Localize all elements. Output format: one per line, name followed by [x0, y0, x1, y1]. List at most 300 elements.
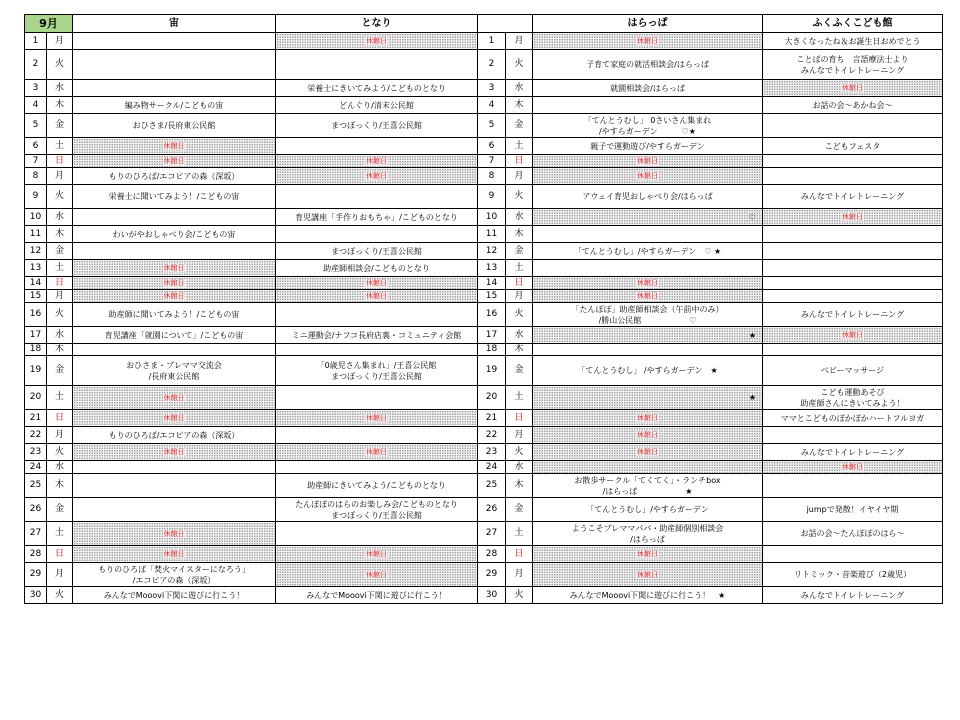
- day-number-right: 21: [478, 410, 506, 427]
- day-of-week: 水: [47, 80, 73, 97]
- day-number-right: 7: [478, 155, 506, 168]
- day-of-week: 日: [47, 155, 73, 168]
- day-of-week-right: 金: [506, 356, 533, 386]
- event-text: みんなでMooovi下関に遊びに行こう！ ★: [569, 590, 726, 600]
- event-harappa: [533, 427, 763, 444]
- day-number: 27: [25, 522, 47, 546]
- event-fukufuku: [763, 168, 943, 185]
- event-fukufuku: [763, 427, 943, 444]
- event-fukufuku: [763, 155, 943, 168]
- day-of-week: 水: [47, 209, 73, 226]
- event-sora: [73, 155, 276, 168]
- event-sora: [73, 226, 276, 243]
- event-text: 助産師に聞いてみよう！/こどもの宙: [108, 310, 240, 319]
- september-calendar-table: [24, 14, 943, 604]
- day-row: [25, 185, 943, 209]
- event-sora: [73, 50, 276, 80]
- day-row: [25, 356, 943, 386]
- day-number-right: 23: [478, 444, 506, 461]
- event-text: アウェイ育児おしゃべり会/はらっぱ: [582, 192, 713, 201]
- event-text: もりのひろば/エコピアの森（深坂）: [108, 430, 240, 440]
- day-of-week: 金: [47, 114, 73, 138]
- closed-label: 休館日: [842, 213, 863, 221]
- event-sora: [73, 563, 276, 587]
- day-number: 25: [25, 474, 47, 498]
- event-sora: [73, 303, 276, 327]
- day-number: 11: [25, 226, 47, 243]
- event-harappa: [533, 277, 763, 290]
- day-of-week-right: 木: [506, 226, 533, 243]
- day-number-right: 19: [478, 356, 506, 386]
- event-text: もりのひろば「焚火マイスターになろう」 /エコピアの森（深坂）: [98, 564, 250, 585]
- day-of-week-right: 日: [506, 277, 533, 290]
- event-sora: [73, 461, 276, 474]
- event-tonari: [276, 546, 478, 563]
- closed-label: 休館日: [163, 550, 185, 558]
- event-sora: [73, 546, 276, 563]
- event-sora: [73, 80, 276, 97]
- day-number: 18: [25, 344, 47, 356]
- day-of-week: 金: [47, 243, 73, 260]
- day-of-week: 金: [47, 498, 73, 522]
- event-text: こども運動あそび 助産師さんにきいてみよう！: [800, 387, 905, 408]
- day-of-week-right: 火: [506, 50, 533, 80]
- event-harappa: [533, 344, 763, 356]
- day-row: [25, 327, 943, 344]
- day-of-week-right: 火: [506, 185, 533, 209]
- day-row: [25, 243, 943, 260]
- day-of-week-right: 火: [506, 303, 533, 327]
- event-text: みんなでMooovi下関に遊びに行こう！: [306, 590, 447, 600]
- day-number-right: 17: [478, 327, 506, 344]
- event-text: ベビーマッサージ: [820, 366, 885, 375]
- event-fukufuku: [763, 226, 943, 243]
- closed-label: 休館日: [637, 448, 658, 456]
- day-number-right: 5: [478, 114, 506, 138]
- event-text: ♡: [748, 212, 756, 222]
- day-number-right: 26: [478, 498, 506, 522]
- day-of-week-right: 木: [506, 474, 533, 498]
- event-harappa: [533, 80, 763, 97]
- day-number: 28: [25, 546, 47, 563]
- day-number-right: 22: [478, 427, 506, 444]
- day-number-right: 11: [478, 226, 506, 243]
- closed-label: 休館日: [366, 550, 387, 558]
- day-number-right: 15: [478, 290, 506, 303]
- day-of-week: 火: [47, 587, 73, 604]
- event-tonari: [276, 97, 478, 114]
- event-sora: [73, 209, 276, 226]
- day-of-week-right: 火: [506, 444, 533, 461]
- day-number-right: 27: [478, 522, 506, 546]
- closed-label: 休館日: [366, 292, 387, 300]
- event-text: おひさま・プレママ交流会 /長府東公民館: [126, 360, 222, 381]
- day-of-week-right: 月: [506, 290, 533, 303]
- event-fukufuku: [763, 290, 943, 303]
- closed-label: 休館日: [163, 292, 185, 300]
- closed-label: 休館日: [366, 37, 387, 45]
- day-row: [25, 427, 943, 444]
- closed-label: 休館日: [637, 292, 658, 300]
- event-tonari: [276, 444, 478, 461]
- event-harappa: [533, 209, 763, 226]
- event-sora: [73, 587, 276, 604]
- day-of-week-right: 月: [506, 563, 533, 587]
- event-tonari: [276, 498, 478, 522]
- event-tonari: [276, 243, 478, 260]
- closed-label: 休館日: [637, 570, 658, 579]
- closed-label: 休館日: [637, 414, 658, 422]
- day-of-week: 土: [47, 522, 73, 546]
- event-text: jumpで発散！イヤイヤ期: [806, 505, 899, 514]
- event-tonari: [276, 410, 478, 427]
- day-number-right: 16: [478, 303, 506, 327]
- header-row: [25, 15, 943, 33]
- event-sora: [73, 97, 276, 114]
- day-of-week-right: 月: [506, 168, 533, 185]
- day-of-week: 火: [47, 185, 73, 209]
- event-sora: [73, 356, 276, 386]
- day-of-week: 火: [47, 303, 73, 327]
- day-number: 24: [25, 461, 47, 474]
- event-text: 育児講座「手作りおもちゃ」/こどものとなり: [295, 212, 458, 222]
- event-tonari: [276, 114, 478, 138]
- event-text: ★: [748, 393, 756, 402]
- closed-label: 休館日: [637, 550, 658, 558]
- day-of-week: 月: [47, 290, 73, 303]
- event-text: ミニ運動会/ナフコ長府店裏・コミュニティ会館: [291, 330, 462, 340]
- day-number-right: 6: [478, 138, 506, 155]
- event-tonari: [276, 185, 478, 209]
- closed-label: 休館日: [842, 84, 863, 92]
- event-sora: [73, 243, 276, 260]
- event-text: お散歩サークル「てくてく」・ランチbox /はらっぱ ★: [574, 475, 721, 496]
- event-text: みんなでトイレトレーニング: [800, 447, 905, 457]
- event-fukufuku: [763, 444, 943, 461]
- day-of-week: 月: [47, 168, 73, 185]
- day-of-week: 日: [47, 277, 73, 290]
- day-of-week: 日: [47, 546, 73, 563]
- day-number-right: 18: [478, 344, 506, 356]
- day-row: [25, 498, 943, 522]
- event-fukufuku: [763, 546, 943, 563]
- event-text: 「たんぽぽ」助産師相談会（午前中のみ） /勝山公民館 ♡: [571, 304, 724, 325]
- event-harappa: [533, 226, 763, 243]
- day-row: [25, 563, 943, 587]
- day-of-week-right: 土: [506, 138, 533, 155]
- day-row: [25, 277, 943, 290]
- event-text: ことばの育ち 言語療法士より みんなでトイレトレーニング: [796, 54, 909, 75]
- event-fukufuku: [763, 185, 943, 209]
- day-number-right: 20: [478, 386, 506, 410]
- closed-label: 休館日: [366, 279, 387, 287]
- event-sora: [73, 474, 276, 498]
- day-number: 4: [25, 97, 47, 114]
- event-fukufuku: [763, 50, 943, 80]
- event-fukufuku: [763, 80, 943, 97]
- day-of-week: 木: [47, 226, 73, 243]
- event-text: ★: [748, 330, 756, 340]
- day-number-right: 4: [478, 97, 506, 114]
- event-text: 「てんとうむし」/やすらガーデン: [586, 505, 709, 514]
- event-harappa: [533, 243, 763, 260]
- event-tonari: [276, 327, 478, 344]
- day-number: 30: [25, 587, 47, 604]
- closed-label: 休館日: [366, 414, 387, 422]
- day-number-right: 29: [478, 563, 506, 587]
- event-tonari: [276, 563, 478, 587]
- event-fukufuku: [763, 522, 943, 546]
- event-fukufuku: [763, 97, 943, 114]
- day-number-right: 3: [478, 80, 506, 97]
- day-of-week-right: 日: [506, 155, 533, 168]
- closed-label: 休館日: [637, 172, 658, 180]
- event-harappa: [533, 168, 763, 185]
- event-text: 親子で運動遊び/やすらガーデン: [590, 141, 705, 151]
- event-text: お話の会～あかね会～: [812, 100, 893, 110]
- day-number: 12: [25, 243, 47, 260]
- day-number-right: 2: [478, 50, 506, 80]
- event-sora: [73, 138, 276, 155]
- event-fukufuku: [763, 327, 943, 344]
- closed-label: 休館日: [366, 157, 387, 165]
- event-tonari: [276, 50, 478, 80]
- event-tonari: [276, 226, 478, 243]
- event-harappa: [533, 356, 763, 386]
- calendar-body: [25, 33, 943, 604]
- event-tonari: [276, 290, 478, 303]
- day-of-week-right: 水: [506, 327, 533, 344]
- event-tonari: [276, 80, 478, 97]
- event-fukufuku: [763, 209, 943, 226]
- event-harappa: [533, 563, 763, 587]
- day-number: 1: [25, 33, 47, 50]
- event-text: 就園相談会/はらっぱ: [610, 83, 685, 93]
- event-sora: [73, 327, 276, 344]
- closed-label: 休館日: [366, 570, 387, 579]
- col-header-sora: 宙: [73, 15, 276, 33]
- event-sora: [73, 260, 276, 277]
- day-of-week-right: 土: [506, 260, 533, 277]
- event-tonari: [276, 461, 478, 474]
- event-text: どんぐり/清末公民館: [339, 100, 414, 110]
- event-harappa: [533, 386, 763, 410]
- col-header-tonari: となり: [276, 15, 478, 33]
- event-sora: [73, 290, 276, 303]
- day-number: 8: [25, 168, 47, 185]
- event-sora: [73, 522, 276, 546]
- day-row: [25, 226, 943, 243]
- event-sora: [73, 386, 276, 410]
- col-header-harappa: はらっぱ: [533, 15, 763, 33]
- event-fukufuku: [763, 138, 943, 155]
- event-harappa: [533, 461, 763, 474]
- event-text: リトミック・音楽遊び（2歳児）: [794, 570, 911, 579]
- event-tonari: [276, 474, 478, 498]
- day-of-week-right: 土: [506, 386, 533, 410]
- day-row: [25, 410, 943, 427]
- day-number: 22: [25, 427, 47, 444]
- day-number-right: 1: [478, 33, 506, 50]
- day-of-week: 月: [47, 427, 73, 444]
- event-harappa: [533, 260, 763, 277]
- event-fukufuku: [763, 356, 943, 386]
- event-text: こどもフェスタ: [824, 141, 881, 151]
- day-number: 21: [25, 410, 47, 427]
- day-row: [25, 303, 943, 327]
- event-sora: [73, 344, 276, 356]
- event-harappa: [533, 290, 763, 303]
- event-fukufuku: [763, 303, 943, 327]
- closed-label: 休館日: [163, 279, 185, 287]
- day-number-right: 30: [478, 587, 506, 604]
- closed-label: 休館日: [163, 142, 185, 150]
- closed-label: 休館日: [163, 157, 185, 165]
- event-sora: [73, 33, 276, 50]
- event-text: ママとこどものぽかぽかハートフルヨガ: [780, 413, 925, 423]
- event-fukufuku: [763, 474, 943, 498]
- event-text: 編み物サークル/こどもの宙: [124, 100, 224, 110]
- event-text: 助産師にきいてみよう/こどものとなり: [307, 481, 446, 490]
- event-text: みんなでトイレトレーニング: [800, 192, 905, 201]
- day-number-right: 28: [478, 546, 506, 563]
- day-of-week: 水: [47, 327, 73, 344]
- day-number: 15: [25, 290, 47, 303]
- day-of-week-right: 木: [506, 344, 533, 356]
- day-of-week-right: 月: [506, 33, 533, 50]
- closed-label: 休館日: [366, 172, 387, 180]
- day-number-right: 13: [478, 260, 506, 277]
- day-row: [25, 97, 943, 114]
- event-harappa: [533, 185, 763, 209]
- day-of-week: 木: [47, 97, 73, 114]
- event-fukufuku: [763, 587, 943, 604]
- day-row: [25, 80, 943, 97]
- day-of-week-right: 金: [506, 498, 533, 522]
- event-harappa: [533, 587, 763, 604]
- day-number-right: 10: [478, 209, 506, 226]
- event-text: まつぼっくり/王喜公民館: [331, 246, 422, 256]
- day-of-week-right: 水: [506, 80, 533, 97]
- event-tonari: [276, 303, 478, 327]
- event-text: たんぽぽのはらのお楽しみ会/こどものとなり まつぼっくり/王喜公民館: [295, 499, 458, 520]
- event-tonari: [276, 138, 478, 155]
- day-of-week-right: 月: [506, 427, 533, 444]
- day-number-right: 12: [478, 243, 506, 260]
- event-tonari: [276, 33, 478, 50]
- day-number: 6: [25, 138, 47, 155]
- event-sora: [73, 427, 276, 444]
- day-of-week: 木: [47, 344, 73, 356]
- day-number: 26: [25, 498, 47, 522]
- closed-label: 休館日: [842, 463, 863, 471]
- col-header-spacer: [478, 15, 533, 33]
- day-number: 20: [25, 386, 47, 410]
- event-tonari: [276, 260, 478, 277]
- closed-label: 休館日: [163, 264, 185, 272]
- day-of-week: 木: [47, 474, 73, 498]
- day-number: 17: [25, 327, 47, 344]
- col-header-fukufuku: ふくふくこども館: [763, 15, 943, 33]
- event-text: まつぼっくり/王喜公民館: [331, 121, 422, 130]
- event-harappa: [533, 327, 763, 344]
- event-harappa: [533, 546, 763, 563]
- day-of-week-right: 水: [506, 461, 533, 474]
- day-row: [25, 546, 943, 563]
- day-number: 29: [25, 563, 47, 587]
- day-number-right: 25: [478, 474, 506, 498]
- event-fukufuku: [763, 410, 943, 427]
- closed-label: 休館日: [163, 393, 185, 402]
- event-tonari: [276, 344, 478, 356]
- event-sora: [73, 114, 276, 138]
- event-text: もりのひろば/エコピアの森（深坂）: [108, 171, 240, 181]
- day-of-week-right: 金: [506, 243, 533, 260]
- event-text: ようこそプレママパパ・助産師個別相談会 /はらっぱ: [571, 523, 724, 544]
- event-text: 子育て家庭の就活相談会/はらっぱ: [586, 60, 709, 69]
- day-number: 14: [25, 277, 47, 290]
- event-harappa: [533, 50, 763, 80]
- event-fukufuku: [763, 386, 943, 410]
- day-number: 16: [25, 303, 47, 327]
- event-harappa: [533, 33, 763, 50]
- day-number: 5: [25, 114, 47, 138]
- event-tonari: [276, 356, 478, 386]
- event-harappa: [533, 138, 763, 155]
- day-number: 2: [25, 50, 47, 80]
- day-number-right: 24: [478, 461, 506, 474]
- event-sora: [73, 498, 276, 522]
- day-of-week-right: 金: [506, 114, 533, 138]
- event-fukufuku: [763, 114, 943, 138]
- day-number: 7: [25, 155, 47, 168]
- day-row: [25, 209, 943, 226]
- event-text: みんなでトイレトレーニング: [800, 590, 905, 600]
- day-row: [25, 290, 943, 303]
- day-number-right: 14: [478, 277, 506, 290]
- day-of-week: 火: [47, 50, 73, 80]
- day-row: [25, 260, 943, 277]
- event-harappa: [533, 410, 763, 427]
- day-row: [25, 474, 943, 498]
- event-sora: [73, 168, 276, 185]
- day-of-week: 水: [47, 461, 73, 474]
- day-row: [25, 461, 943, 474]
- event-harappa: [533, 97, 763, 114]
- event-harappa: [533, 474, 763, 498]
- closed-label: 休館日: [637, 37, 658, 45]
- day-row: [25, 50, 943, 80]
- day-row: [25, 168, 943, 185]
- day-number-right: 9: [478, 185, 506, 209]
- day-number-right: 8: [478, 168, 506, 185]
- day-row: [25, 587, 943, 604]
- event-fukufuku: [763, 344, 943, 356]
- event-harappa: [533, 444, 763, 461]
- day-of-week-right: 日: [506, 546, 533, 563]
- event-tonari: [276, 522, 478, 546]
- event-tonari: [276, 209, 478, 226]
- day-of-week-right: 木: [506, 97, 533, 114]
- day-of-week: 金: [47, 356, 73, 386]
- day-of-week: 土: [47, 386, 73, 410]
- event-text: おひさま/長府東公民館: [132, 121, 216, 130]
- event-text: 助産師相談会/こどものとなり: [323, 263, 430, 273]
- event-text: 大きくなったね＆お誕生日おめでとう: [784, 36, 921, 46]
- event-fukufuku: [763, 563, 943, 587]
- event-fukufuku: [763, 33, 943, 50]
- day-row: [25, 344, 943, 356]
